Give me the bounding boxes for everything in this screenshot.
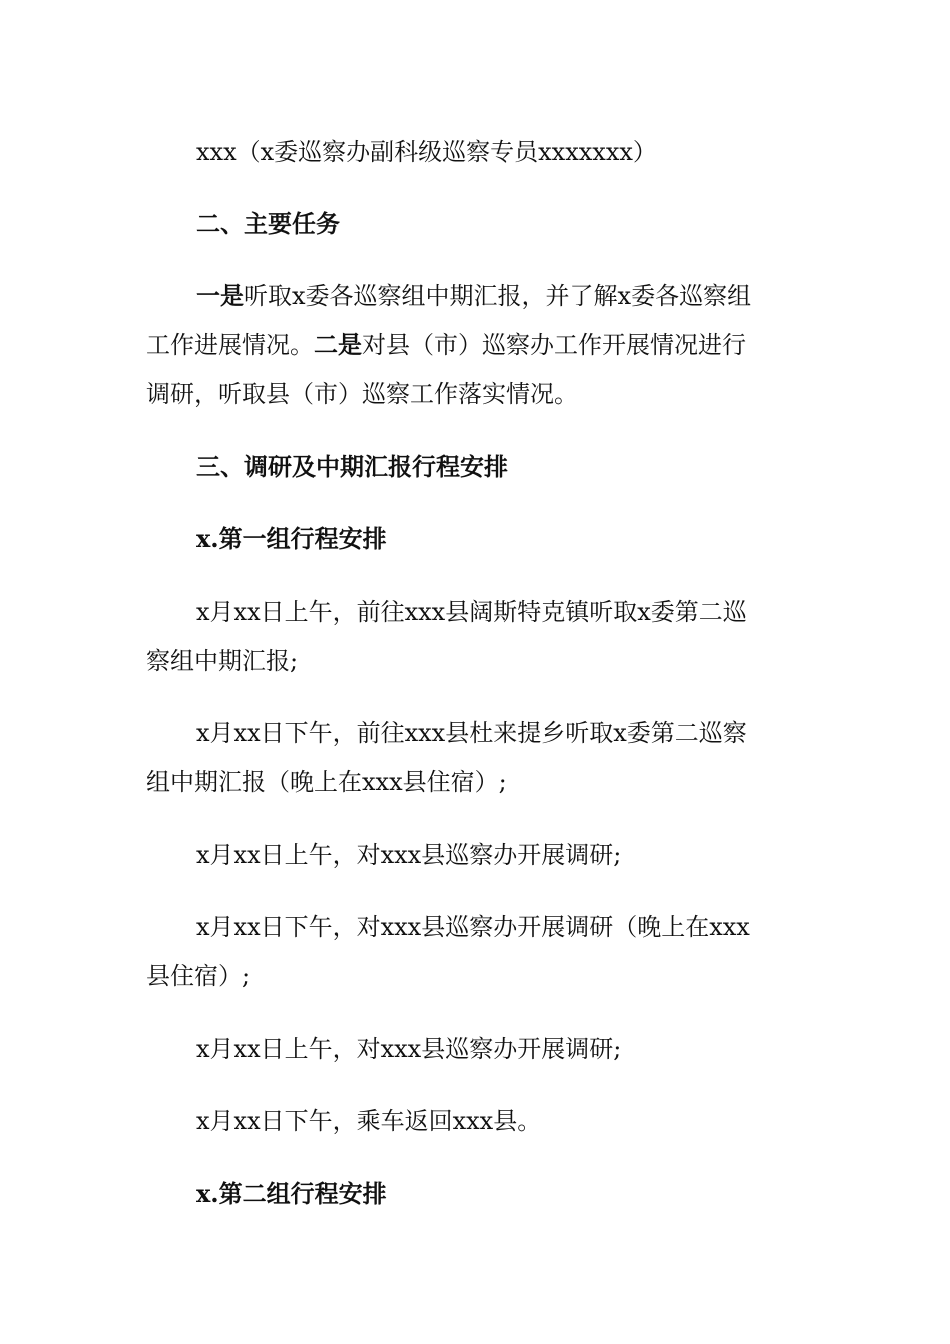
group-2-title: x.第二组行程安排	[196, 1179, 387, 1208]
group-1-item-2-line-2: 组中期汇报（晚上在xxx县住宿）;	[146, 768, 507, 796]
task-2-text: 对县（市）巡察办工作开展情况进行	[362, 331, 746, 359]
group-1-item-1-line-1: x月xx日上午，前往xxx县阔斯特克镇听取x委第二巡	[196, 598, 747, 626]
task-1-text: 听取x委各巡察组中期汇报，并了解x委各巡察组	[244, 282, 752, 310]
group-1-item-2-line-1: x月xx日下午，前往xxx县杜来提乡听取x委第二巡察	[196, 719, 747, 747]
group-1-title: x.第一组行程安排	[196, 524, 387, 553]
staff-line: xxx（x委巡察办副科级巡察专员xxxxxxx）	[196, 138, 657, 166]
task-2-label: 二是	[314, 330, 362, 359]
task-1-label: 一是	[196, 281, 244, 310]
section-2-title: 二、主要任务	[196, 209, 340, 238]
task-1-text-cont: 工作进展情况。	[146, 331, 314, 359]
group-1-item-6: x月xx日下午，乘车返回xxx县。	[196, 1107, 542, 1135]
group-1-item-4-line-1: x月xx日下午，对xxx县巡察办开展调研（晚上在xxx	[196, 913, 750, 941]
group-1-item-5: x月xx日上午，对xxx县巡察办开展调研;	[196, 1035, 622, 1063]
group-1-item-4-line-2: 县住宿）;	[146, 962, 251, 990]
tasks-paragraph-line-1	[196, 281, 950, 311]
group-1-item-1-line-2: 察组中期汇报;	[146, 647, 299, 675]
tasks-paragraph-line-2	[146, 330, 950, 360]
group-1-item-3: x月xx日上午，对xxx县巡察办开展调研;	[196, 841, 622, 869]
tasks-paragraph-line-3: 调研，听取县（市）巡察工作落实情况。	[146, 380, 578, 408]
section-3-title: 三、调研及中期汇报行程安排	[196, 452, 508, 481]
